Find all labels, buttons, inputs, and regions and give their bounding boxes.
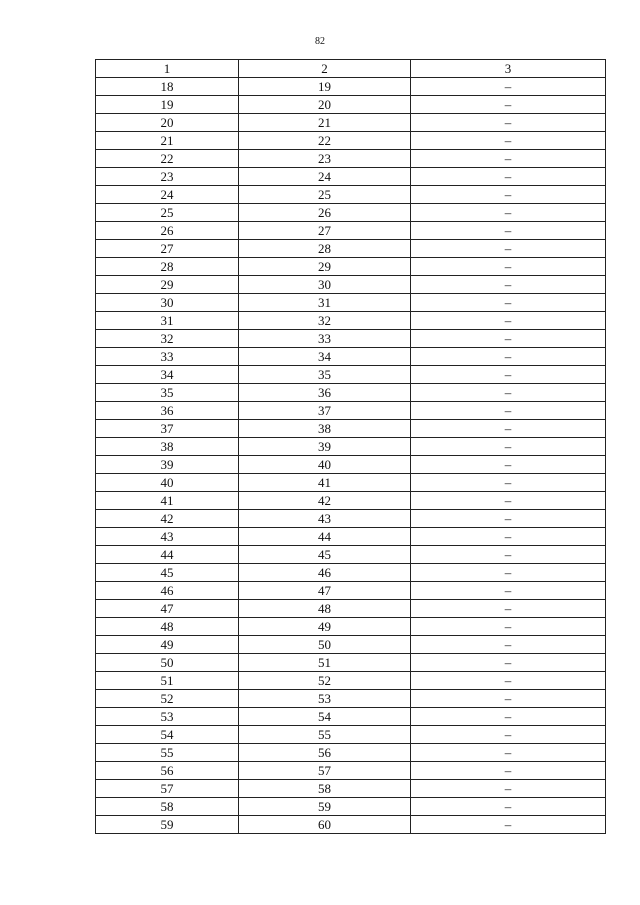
table-cell-col-3: – <box>411 168 606 186</box>
table-header <box>96 60 606 78</box>
table-cell-col-1: 21 <box>96 132 239 150</box>
table-cell-col-1: 35 <box>96 384 239 402</box>
table-row <box>96 690 606 708</box>
table-cell-col-1: 49 <box>96 636 239 654</box>
table-cell-col-1: 44 <box>96 546 239 564</box>
table-cell-col-1: 28 <box>96 258 239 276</box>
table-cell-col-1: 19 <box>96 96 239 114</box>
table-row <box>96 222 606 240</box>
table-cell-col-1: 27 <box>96 240 239 258</box>
table-cell-col-1: 48 <box>96 618 239 636</box>
table-cell-col-2: 42 <box>239 492 411 510</box>
table-cell-col-1: 26 <box>96 222 239 240</box>
column-header-1: 1 <box>96 60 239 78</box>
table-cell-col-3: – <box>411 78 606 96</box>
table-cell-col-1: 29 <box>96 276 239 294</box>
table-cell-col-3: – <box>411 780 606 798</box>
data-table <box>95 59 606 834</box>
table-cell-col-3: – <box>411 636 606 654</box>
table-cell-col-1: 22 <box>96 150 239 168</box>
table-body <box>96 78 606 834</box>
table-cell-col-3: – <box>411 672 606 690</box>
table-cell-col-2: 19 <box>239 78 411 96</box>
table-cell-col-3: – <box>411 294 606 312</box>
table-cell-col-3: – <box>411 690 606 708</box>
table-cell-col-3: – <box>411 708 606 726</box>
table-cell-col-3: – <box>411 798 606 816</box>
table-row <box>96 564 606 582</box>
table-cell-col-1: 20 <box>96 114 239 132</box>
table-row <box>96 186 606 204</box>
table-cell-col-2: 20 <box>239 96 411 114</box>
table-cell-col-2: 47 <box>239 582 411 600</box>
table-cell-col-1: 42 <box>96 510 239 528</box>
table-cell-col-1: 52 <box>96 690 239 708</box>
table-cell-col-2: 39 <box>239 438 411 456</box>
table-cell-col-3: – <box>411 438 606 456</box>
table-cell-col-3: – <box>411 366 606 384</box>
table-row <box>96 726 606 744</box>
table-row <box>96 546 606 564</box>
table-cell-col-2: 24 <box>239 168 411 186</box>
table-row <box>96 438 606 456</box>
table-cell-col-1: 37 <box>96 420 239 438</box>
table-cell-col-1: 58 <box>96 798 239 816</box>
table-row <box>96 780 606 798</box>
table-cell-col-3: – <box>411 186 606 204</box>
table-cell-col-2: 53 <box>239 690 411 708</box>
table-row <box>96 330 606 348</box>
table-cell-col-1: 18 <box>96 78 239 96</box>
table-cell-col-2: 56 <box>239 744 411 762</box>
table-cell-col-3: – <box>411 276 606 294</box>
table-cell-col-2: 55 <box>239 726 411 744</box>
table-row <box>96 240 606 258</box>
table-cell-col-3: – <box>411 348 606 366</box>
table-cell-col-2: 51 <box>239 654 411 672</box>
table-cell-col-1: 57 <box>96 780 239 798</box>
table-row <box>96 528 606 546</box>
table-cell-col-3: – <box>411 474 606 492</box>
table-row <box>96 150 606 168</box>
table-row <box>96 492 606 510</box>
table-cell-col-3: – <box>411 96 606 114</box>
table-cell-col-1: 32 <box>96 330 239 348</box>
table-row <box>96 384 606 402</box>
table-cell-col-3: – <box>411 492 606 510</box>
table-row <box>96 78 606 96</box>
table-row <box>96 402 606 420</box>
table-cell-col-3: – <box>411 816 606 834</box>
table-cell-col-3: – <box>411 456 606 474</box>
table-cell-col-2: 30 <box>239 276 411 294</box>
table-cell-col-2: 28 <box>239 240 411 258</box>
table-row <box>96 510 606 528</box>
table-cell-col-2: 25 <box>239 186 411 204</box>
table-cell-col-2: 33 <box>239 330 411 348</box>
table-cell-col-2: 31 <box>239 294 411 312</box>
table-cell-col-3: – <box>411 744 606 762</box>
table-cell-col-2: 36 <box>239 384 411 402</box>
table-cell-col-3: – <box>411 312 606 330</box>
table-cell-col-1: 59 <box>96 816 239 834</box>
table-row <box>96 798 606 816</box>
table-cell-col-1: 24 <box>96 186 239 204</box>
table-cell-col-2: 41 <box>239 474 411 492</box>
table-cell-col-2: 23 <box>239 150 411 168</box>
table-row <box>96 168 606 186</box>
table-cell-col-2: 43 <box>239 510 411 528</box>
table-cell-col-1: 46 <box>96 582 239 600</box>
table-cell-col-2: 32 <box>239 312 411 330</box>
table-row <box>96 636 606 654</box>
table-cell-col-2: 29 <box>239 258 411 276</box>
table-row <box>96 456 606 474</box>
table-cell-col-1: 51 <box>96 672 239 690</box>
table-cell-col-1: 45 <box>96 564 239 582</box>
table-cell-col-1: 54 <box>96 726 239 744</box>
page-number: 82 <box>315 36 325 47</box>
table-cell-col-2: 60 <box>239 816 411 834</box>
table-cell-col-1: 34 <box>96 366 239 384</box>
table-cell-col-1: 43 <box>96 528 239 546</box>
table-cell-col-3: – <box>411 150 606 168</box>
table-cell-col-2: 22 <box>239 132 411 150</box>
table-row <box>96 618 606 636</box>
table-cell-col-1: 55 <box>96 744 239 762</box>
table-cell-col-2: 57 <box>239 762 411 780</box>
table-cell-col-3: – <box>411 528 606 546</box>
table-cell-col-1: 56 <box>96 762 239 780</box>
table-row <box>96 348 606 366</box>
table-cell-col-1: 50 <box>96 654 239 672</box>
table-cell-col-2: 49 <box>239 618 411 636</box>
table-cell-col-3: – <box>411 258 606 276</box>
table-cell-col-2: 26 <box>239 204 411 222</box>
table-cell-col-3: – <box>411 564 606 582</box>
table-cell-col-2: 40 <box>239 456 411 474</box>
table-row <box>96 816 606 834</box>
table-cell-col-1: 38 <box>96 438 239 456</box>
table-cell-col-3: – <box>411 330 606 348</box>
table-cell-col-1: 41 <box>96 492 239 510</box>
table-row <box>96 294 606 312</box>
table-row <box>96 132 606 150</box>
table-cell-col-3: – <box>411 726 606 744</box>
table-row <box>96 366 606 384</box>
table-cell-col-3: – <box>411 240 606 258</box>
table-row <box>96 276 606 294</box>
table-cell-col-1: 33 <box>96 348 239 366</box>
table-cell-col-1: 40 <box>96 474 239 492</box>
table-row <box>96 258 606 276</box>
table-row <box>96 96 606 114</box>
table-cell-col-2: 54 <box>239 708 411 726</box>
table-cell-col-1: 39 <box>96 456 239 474</box>
column-header-2: 2 <box>239 60 411 78</box>
table-cell-col-2: 21 <box>239 114 411 132</box>
table-row <box>96 582 606 600</box>
table-cell-col-2: 46 <box>239 564 411 582</box>
table-cell-col-3: – <box>411 420 606 438</box>
table-cell-col-3: – <box>411 132 606 150</box>
table-cell-col-1: 53 <box>96 708 239 726</box>
table-cell-col-2: 59 <box>239 798 411 816</box>
table-cell-col-2: 52 <box>239 672 411 690</box>
table-cell-col-2: 38 <box>239 420 411 438</box>
table-cell-col-2: 48 <box>239 600 411 618</box>
table-row <box>96 672 606 690</box>
table-cell-col-3: – <box>411 618 606 636</box>
table-cell-col-2: 35 <box>239 366 411 384</box>
table-cell-col-3: – <box>411 654 606 672</box>
table-cell-col-2: 37 <box>239 402 411 420</box>
table-row <box>96 744 606 762</box>
table-row <box>96 204 606 222</box>
table-cell-col-3: – <box>411 546 606 564</box>
table-cell-col-3: – <box>411 402 606 420</box>
table-cell-col-3: – <box>411 204 606 222</box>
table-cell-col-2: 45 <box>239 546 411 564</box>
table-row <box>96 420 606 438</box>
table-cell-col-2: 44 <box>239 528 411 546</box>
table-row <box>96 762 606 780</box>
table-cell-col-2: 34 <box>239 348 411 366</box>
table-cell-col-1: 31 <box>96 312 239 330</box>
table-cell-col-1: 23 <box>96 168 239 186</box>
column-header-3: 3 <box>411 60 606 78</box>
table-cell-col-2: 27 <box>239 222 411 240</box>
table-cell-col-1: 36 <box>96 402 239 420</box>
table-row <box>96 474 606 492</box>
table-cell-col-3: – <box>411 114 606 132</box>
table-cell-col-3: – <box>411 762 606 780</box>
table-cell-col-1: 25 <box>96 204 239 222</box>
table-cell-col-1: 47 <box>96 600 239 618</box>
table-row <box>96 114 606 132</box>
table-cell-col-2: 50 <box>239 636 411 654</box>
table-row <box>96 708 606 726</box>
table-row <box>96 654 606 672</box>
table-cell-col-3: – <box>411 600 606 618</box>
table-cell-col-3: – <box>411 510 606 528</box>
table-cell-col-2: 58 <box>239 780 411 798</box>
header-row <box>96 60 606 78</box>
table-cell-col-3: – <box>411 222 606 240</box>
table-cell-col-1: 30 <box>96 294 239 312</box>
table-cell-col-3: – <box>411 384 606 402</box>
table-row <box>96 600 606 618</box>
table-cell-col-3: – <box>411 582 606 600</box>
table-row <box>96 312 606 330</box>
